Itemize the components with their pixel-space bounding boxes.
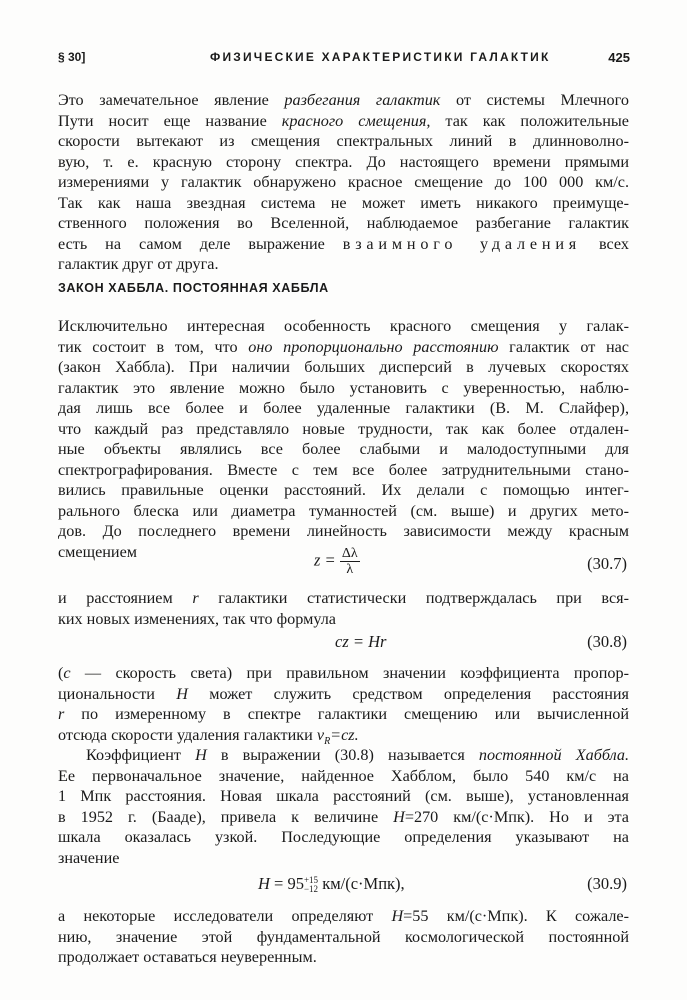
text-line: дов. До последнего времени линейность зависимости между красным xyxy=(58,522,629,540)
fraction: $\frac{\Delta\lambda}{\lambda}$ xyxy=(341,546,358,577)
text-line: Это замечательное явление разбегания галактик от системы Млечного xyxy=(58,91,629,109)
text-line: ких новых изменениях, так что формула xyxy=(58,609,336,628)
text-line: нию, значение этой фундаментальной космологической постоянной xyxy=(58,927,629,946)
text-line: что каждый раз представляло новые трудности, так как более отдален- xyxy=(58,419,629,438)
section-heading: ЗАКОН ХАББЛА. ПОСТОЯННАЯ ХАББЛА xyxy=(58,281,329,295)
page-number: 425 xyxy=(608,50,630,65)
error-bounds: +15 −12 xyxy=(303,875,319,895)
text-line: скорости вытекают из смещения спектральных линий в длинноволно- xyxy=(58,132,629,150)
equation-formula: cz = Hr xyxy=(335,632,387,651)
text-line: шкала оказалась узкой. Последующие определения указывают на xyxy=(58,828,629,846)
text-line: дая лишь все более и более удаленные галактики (В. М. Слайфер), xyxy=(58,399,629,417)
running-header xyxy=(58,50,630,68)
equation-formula: H = 95 +15 −12 км/(с·Мпк), xyxy=(258,874,405,895)
text-line: в 1952 г. (Бааде), привела к величине H=270 км/(с·Мпк). Но и эта xyxy=(58,807,629,826)
text-line: спектрографирования. Вместе с тем все более затруднительными стано- xyxy=(58,460,629,479)
equation-formula: z = $\frac{\Delta\lambda}{\lambda}$ xyxy=(314,546,358,577)
paragraph-hubble-constant xyxy=(58,745,629,868)
text-line: измерениями у галактик обнаружено красное смещение до 100 000 км/с. xyxy=(58,173,629,191)
equation-30-7 xyxy=(58,546,629,580)
paragraph-speed-of-light xyxy=(58,663,629,745)
text-line: отсюда скорости удаления галактики $v_R=cz$. xyxy=(58,725,359,747)
paragraph-uncertainty xyxy=(58,906,629,968)
text-line: вую, т. е. красную сторону спектра. До настоящего времени прямыми xyxy=(58,152,629,171)
equation-number: (30.9) xyxy=(587,874,627,893)
text-line: Пути носит еще название красного смещения, так как положительные xyxy=(58,111,629,130)
chapter-title: ФИЗИЧЕСКИЕ ХАРАКТЕРИСТИКИ ГАЛАКТИК xyxy=(210,50,551,64)
text-line: смещением xyxy=(58,542,138,561)
text-line: ственного положения во Вселенной, наблюдаемое разбегание галактик xyxy=(58,214,629,232)
spaced-emphasis: взаимного удаления xyxy=(342,234,582,253)
text-line: и расстоянием r галактики статистически подтверждалась при вся- xyxy=(58,589,629,607)
paragraph-distance-relation xyxy=(58,588,629,629)
paragraph-hubble-law xyxy=(58,316,629,562)
equation-30-9 xyxy=(58,872,629,898)
text-line: а некоторые исследователи определяют H=55 км/(с·Мпк). К сожале- xyxy=(58,907,630,925)
text-line: ные объекты являлись все более слабыми и малодоступными для xyxy=(58,440,629,458)
text-line: циональности H может служить средством определения расстояния xyxy=(58,684,629,703)
text-line: значение xyxy=(58,848,120,867)
text-line: Коэффициент H в выражении (30.8) называется постоянной Хаббла. xyxy=(86,746,630,764)
section-marker: § 30] xyxy=(58,50,86,64)
text-line: (c — скорость света) при правильном значении коэффициента пропор- xyxy=(58,664,629,682)
text-line: (закон Хаббла). При наличии больших дисперсий в лучевых скоростях xyxy=(58,358,629,376)
text-line: 1 Мпк расстояния. Новая шкала расстояний (см. выше), установленная xyxy=(58,787,629,805)
text-line: тик состоит в том, что оно пропорционально расстоянию галактик от нас xyxy=(58,337,629,356)
text-line: Ее первоначальное значение, найденное Хабблом, было 540 км/с на xyxy=(58,766,629,785)
text-line: рального блеска или диаметра туманностей (см. выше) и других мето- xyxy=(58,501,629,520)
text-line: галактик это явление можно было установить с уверенностью, наблю- xyxy=(58,378,629,397)
equation-30-8 xyxy=(58,632,629,654)
text-line: Так как наша звездная система не может иметь никакого преимуще- xyxy=(58,193,629,212)
text-line: продолжает оставаться неуверенным. xyxy=(58,948,317,966)
text-line: Исключительно интересная особенность красного смещения у галак- xyxy=(58,317,629,335)
paragraph-redshift-intro xyxy=(58,90,629,275)
text-line: вились правильные оценки расстояний. Их делали с помощью интег- xyxy=(58,481,629,499)
equation-number: (30.7) xyxy=(587,554,627,573)
text-line: есть на самом деле выражение взаимного удаления всех xyxy=(58,234,629,253)
equation-number: (30.8) xyxy=(587,632,627,651)
text-line: r по измеренному в спектре галактики смещению или вычисленной xyxy=(58,705,629,723)
text-line: галактик друг от друга. xyxy=(58,255,219,273)
